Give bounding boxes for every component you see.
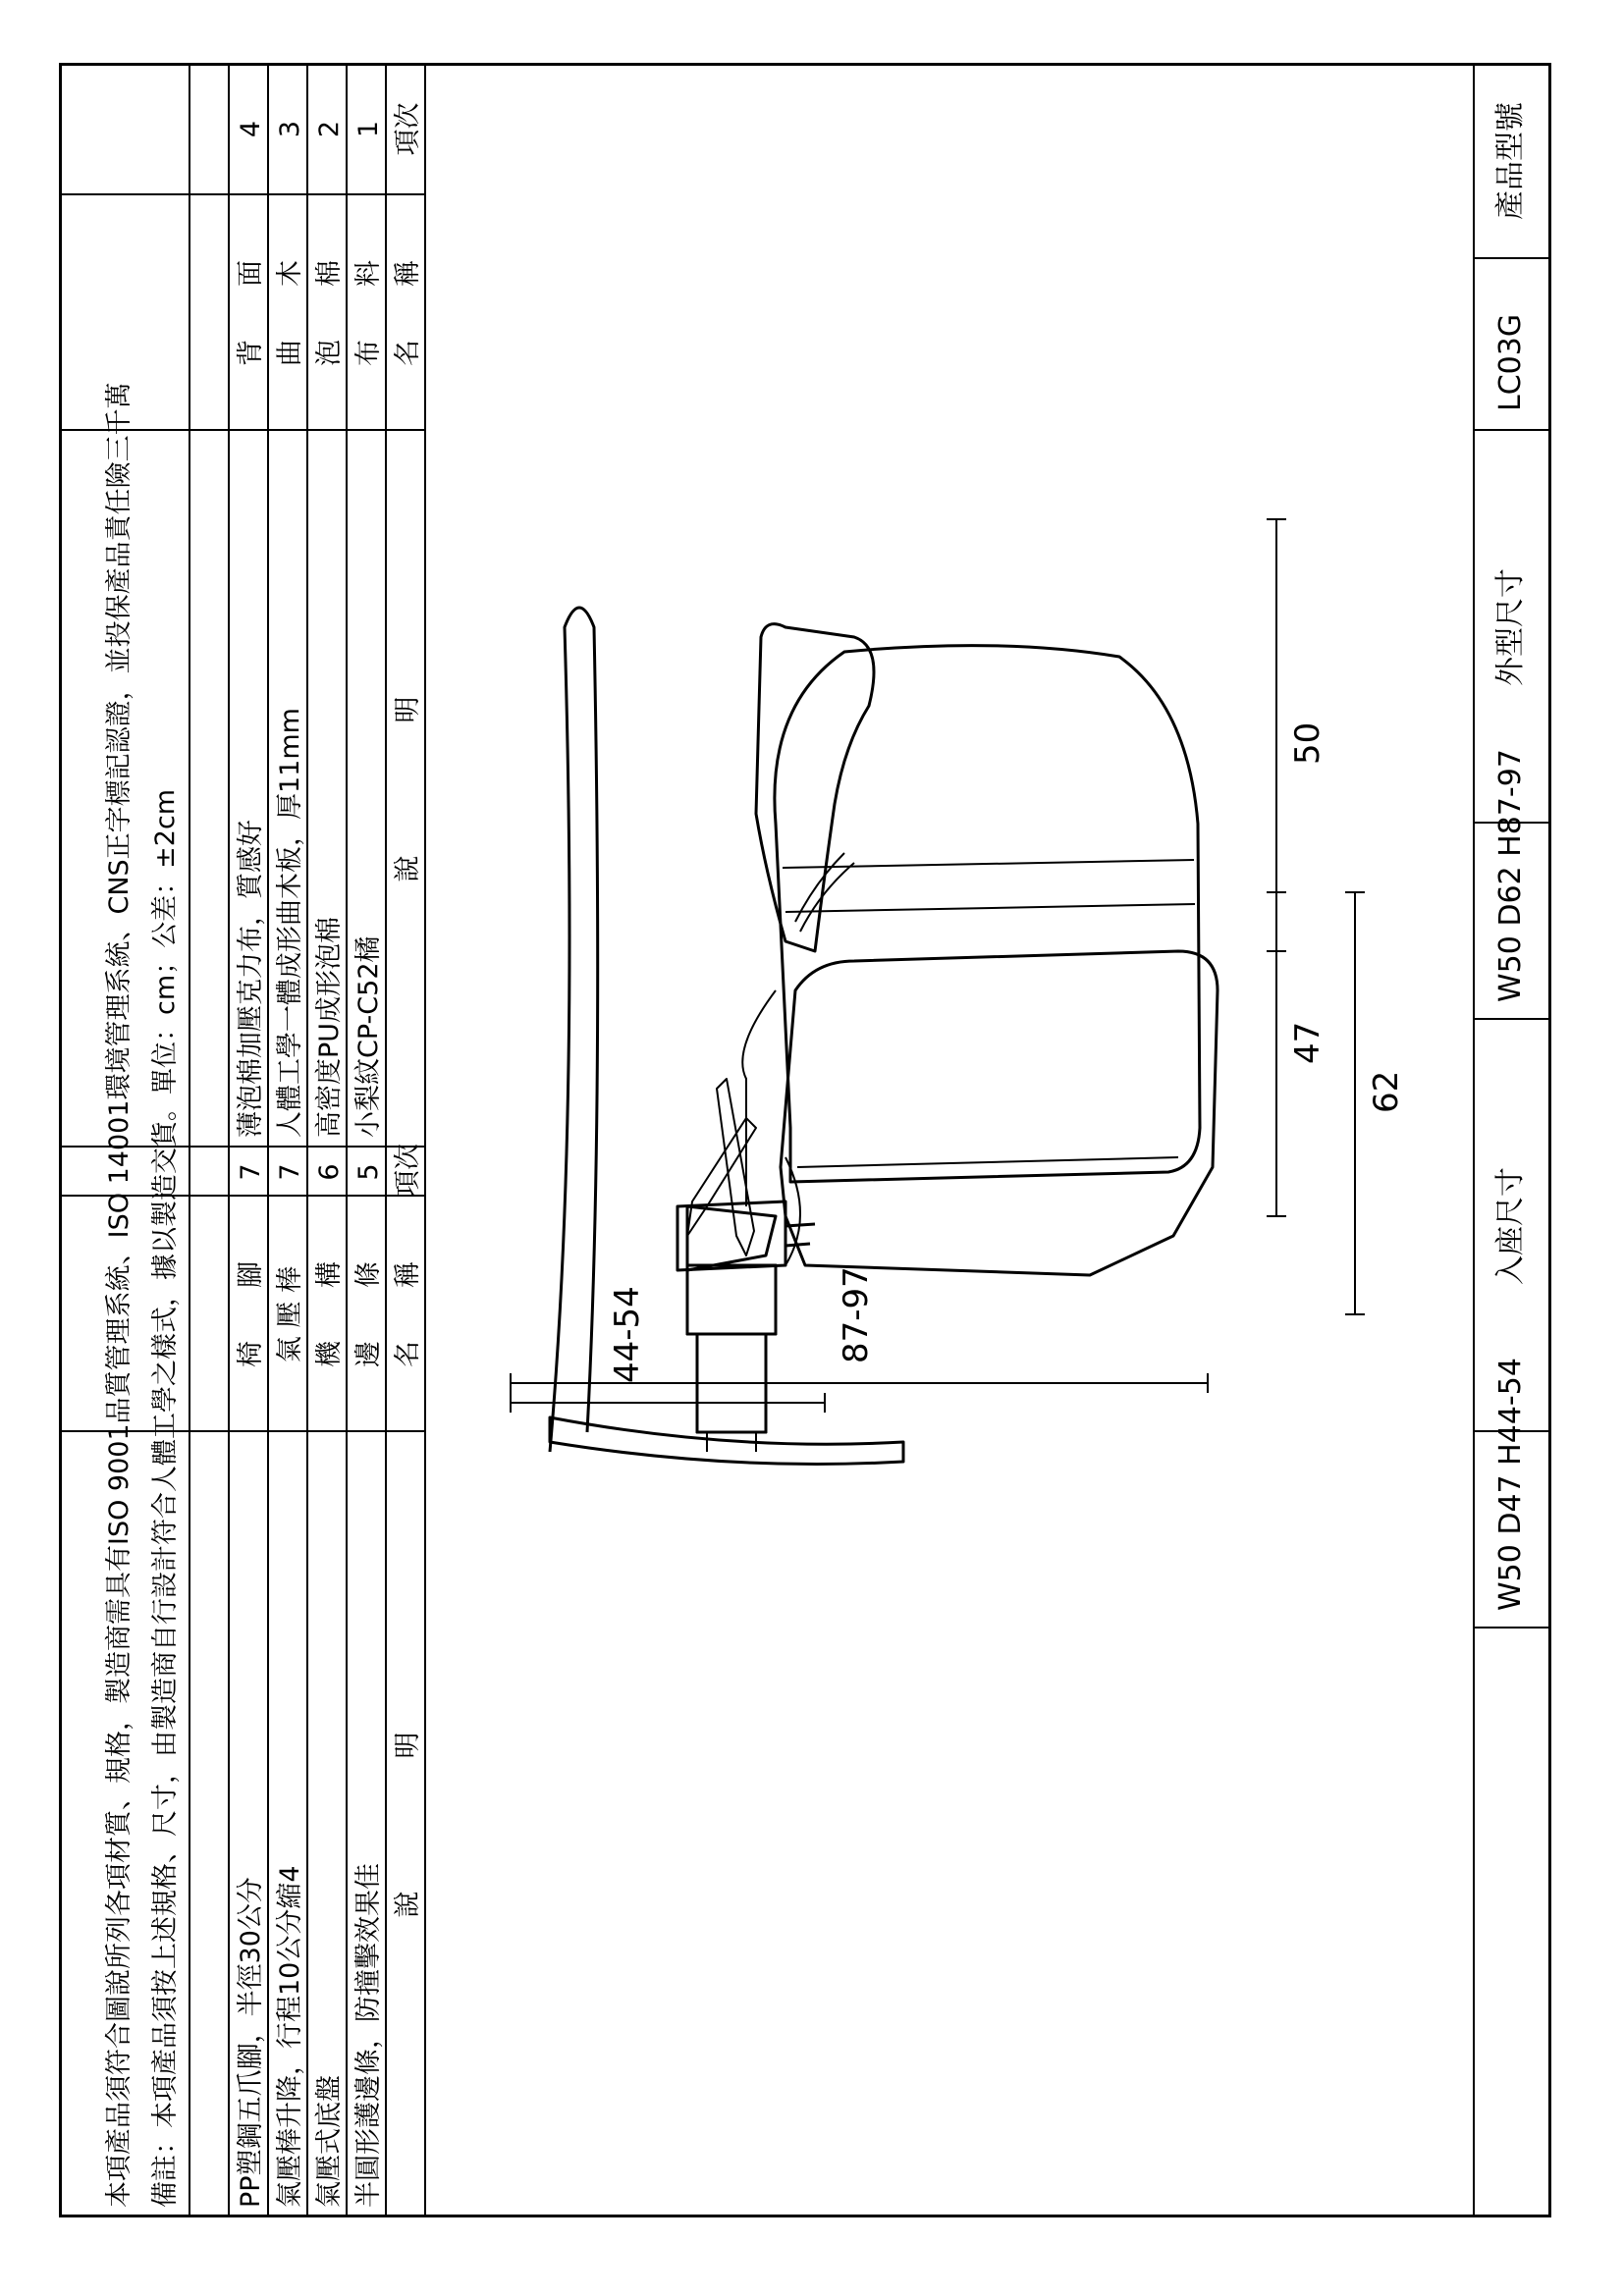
row-name: 布 料 [353, 260, 384, 366]
row-no: 1 [353, 120, 384, 138]
note-line-2: 本項產品須符合圖說所列各項材質、規格，製造商需具有ISO 9001品質管理系統、ISO 14001環境管理系統、CNS正字標記認證，並投保產品責任險三千萬 [104, 382, 135, 2208]
row-desc: 氣壓式底盤 [314, 2075, 345, 2208]
row-name: 機 構 [314, 1261, 345, 1367]
dim-side-seat-depth: 47 [1288, 1021, 1327, 1064]
row-no: 7 [236, 1163, 266, 1181]
note-line-1: 備註：本項產品須按上述規格、尺寸，由製造商自行設計符合人體工學之樣式，據以製造交貨。單位：cm；公差：±2cm [150, 788, 181, 2208]
notes-divider [189, 63, 190, 2217]
outer-size-label: 外型尺寸 [1493, 568, 1528, 686]
dim-side-depth: 62 [1367, 1070, 1406, 1113]
row-divider [306, 63, 308, 2217]
row-name: 氣 壓 棒 [275, 1265, 305, 1363]
row-desc: 高密度PU成形泡棉 [314, 916, 345, 1138]
row-desc: 氣壓棒升降，行程10公分縮4 [275, 1865, 305, 2208]
row-desc: 人體工學一體成形曲木板，厚11mm [275, 708, 305, 1138]
header-name-left: 名 稱 [393, 260, 423, 366]
outer-size-value: W50 D62 H87-97 [1493, 749, 1528, 1002]
row-desc: 薄泡棉加壓克力布，質感好 [236, 820, 266, 1138]
header-name-right: 名 稱 [393, 1261, 423, 1367]
row-no: 3 [275, 120, 305, 138]
row-divider [267, 63, 269, 2217]
row-desc: 半圓形護邊條，防撞擊效果佳 [353, 1863, 384, 2208]
row-no: 7 [275, 1163, 305, 1181]
row-name: 曲 木 [275, 260, 305, 366]
seat-size-label: 入座尺寸 [1493, 1167, 1528, 1285]
header-item-left: 項次 [393, 102, 423, 156]
row-no: 2 [314, 120, 345, 138]
model-value: LC03G [1493, 313, 1528, 411]
row-name: 背 面 [236, 260, 266, 366]
row-divider [385, 63, 387, 2217]
row-desc: PP塑鋼五爪腳，半徑30公分 [236, 1877, 266, 2208]
row-name: 泡 棉 [314, 260, 345, 366]
row-divider [228, 63, 230, 2217]
header-desc-left: 說 明 [393, 696, 423, 882]
row-no: 6 [314, 1163, 345, 1181]
dim-side-height: 87-97 [837, 1266, 876, 1363]
row-desc: 小梨紋CP-C52橘 [353, 935, 384, 1138]
dim-front-width: 50 [1288, 721, 1327, 765]
dim-front-height: 44-54 [608, 1286, 647, 1383]
header-item-right: 項次 [393, 1144, 423, 1197]
seat-size-value: W50 D47 H44-54 [1493, 1358, 1528, 1611]
row-no: 5 [353, 1163, 384, 1181]
row-divider [346, 63, 348, 2217]
model-label: 產品型號 [1493, 102, 1528, 220]
header-desc-right: 說 明 [393, 1732, 423, 1918]
row-name: 椅 腳 [236, 1261, 266, 1367]
row-no: 4 [236, 120, 266, 138]
row-name: 邊 條 [353, 1261, 384, 1367]
